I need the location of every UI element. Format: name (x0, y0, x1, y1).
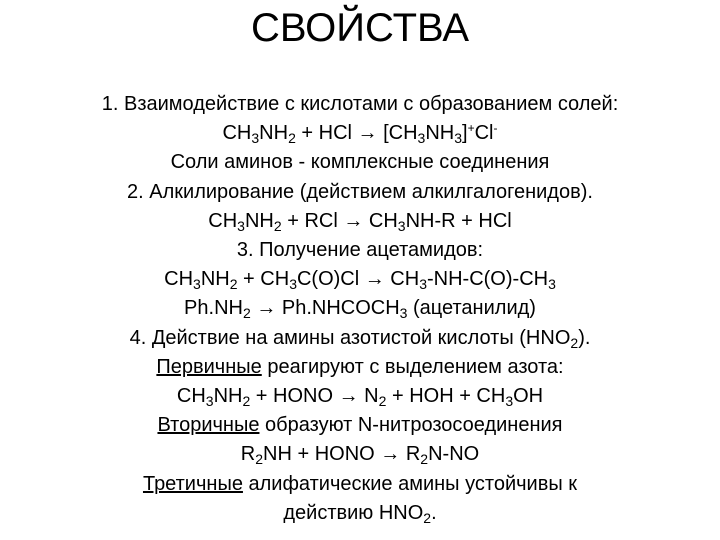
line-14 (40, 470, 680, 499)
eq-text: NH (244, 209, 274, 232)
eq-subscript: 2 (242, 393, 251, 410)
eq-text: Cl (474, 122, 494, 145)
arrow-icon: → (338, 385, 359, 408)
eq-subscript: 2 (273, 217, 282, 234)
underlined-term: Первичные (156, 355, 262, 378)
eq-text: CH (384, 268, 420, 291)
eq-subscript: 2 (378, 393, 387, 410)
arrow-icon: → (364, 268, 385, 291)
eq-text: (ацетанилид) (407, 297, 536, 320)
eq-text: + RCl (281, 209, 344, 232)
eq-subscript: 3 (237, 217, 245, 234)
eq-text: NH (200, 268, 230, 291)
eq-text: CH (208, 209, 238, 232)
eq-subscript: 3 (193, 276, 201, 293)
eq-text: NH + HONO (263, 443, 381, 466)
eq-subscript: 3 (251, 130, 260, 147)
slide-content (40, 90, 680, 528)
eq-subscript: 3 (205, 393, 214, 410)
eq-text: + HONO (250, 385, 339, 408)
line-15 (40, 499, 680, 528)
eq-subscript: 3 (548, 276, 556, 293)
eq-text: + CH (237, 268, 290, 291)
line-1: 1. Взаимодействие с кислотами с образованием солей: (101, 93, 619, 115)
eq-subscript: 3 (399, 305, 408, 322)
eq-text: N-NO (428, 443, 480, 466)
eq-subscript: 3 (419, 276, 427, 293)
eq-text: Ph.NHCOCH (276, 297, 400, 320)
eq-text: [CH (377, 122, 418, 145)
eq-superscript: - (493, 121, 498, 136)
line-text: алифатические амины устойчивы к (242, 472, 578, 495)
slide-title: СВОЙСТВА (250, 6, 470, 50)
line-6: 3. Получение ацетамидов: (236, 239, 484, 262)
eq-subscript: 3 (417, 130, 426, 147)
eq-subscript: 3 (505, 393, 514, 410)
eq-text: ] (462, 122, 468, 145)
arrow-icon: → (380, 443, 401, 466)
eq-superscript: + (467, 121, 475, 136)
eq-text: NH-R + HCl (405, 209, 512, 232)
line-text: образуют N-нитрозосоединения (259, 414, 563, 437)
line-10 (40, 353, 680, 382)
eq-text: + HCl (295, 122, 358, 145)
eq-text: CH (176, 385, 206, 408)
line-11-equation (40, 382, 680, 411)
eq-text: NH (425, 122, 455, 145)
eq-subscript: 3 (289, 276, 297, 293)
eq-text: -NH-C(O)-CH (427, 268, 549, 291)
eq-text: C(O)Cl (296, 268, 365, 291)
eq-text: CH (222, 122, 252, 145)
line-7-equation (40, 265, 680, 294)
eq-text: действию HNO (283, 501, 424, 524)
eq-subscript: 3 (397, 217, 406, 234)
eq-subscript: 2 (242, 305, 251, 322)
arrow-icon: → (357, 122, 378, 145)
eq-text: CH (363, 209, 398, 232)
eq-subscript: 2 (255, 451, 264, 468)
eq-text: + HOH + CH (386, 385, 506, 408)
line-2-equation (40, 119, 680, 148)
line-12 (40, 411, 680, 440)
eq-text: CH (164, 268, 194, 291)
eq-text: ). (578, 326, 591, 349)
underlined-term: Вторичные (157, 414, 260, 437)
eq-text: R (240, 443, 256, 466)
eq-subscript: 2 (229, 276, 238, 293)
line-3: Соли аминов - комплексные соединения (170, 151, 550, 174)
arrow-icon: → (343, 209, 364, 232)
eq-text: NH (259, 122, 289, 145)
eq-subscript: 2 (423, 509, 432, 526)
eq-text: 4. Действие на амины азотистой кислоты (HNO (129, 326, 571, 349)
eq-text: OH (513, 385, 544, 408)
eq-text: Ph.NH (184, 297, 243, 320)
eq-text: NH (213, 385, 243, 408)
eq-text: R (400, 443, 421, 466)
line-9 (40, 324, 680, 353)
eq-subscript: 2 (570, 334, 579, 351)
arrow-icon: → (256, 297, 277, 320)
line-text: реагируют с выделением азота: (261, 355, 564, 378)
line-4: 2. Алкилирование (действием алкилгалогенидов). (127, 180, 593, 203)
eq-subscript: 2 (288, 130, 296, 147)
line-5-equation (40, 207, 680, 236)
underlined-term: Третичные (142, 472, 243, 495)
eq-text: N (358, 385, 379, 408)
eq-subscript: 3 (454, 130, 463, 147)
eq-subscript: 2 (420, 451, 429, 468)
eq-text: . (431, 501, 437, 524)
line-8-equation (40, 294, 680, 323)
line-13-equation (40, 440, 680, 469)
